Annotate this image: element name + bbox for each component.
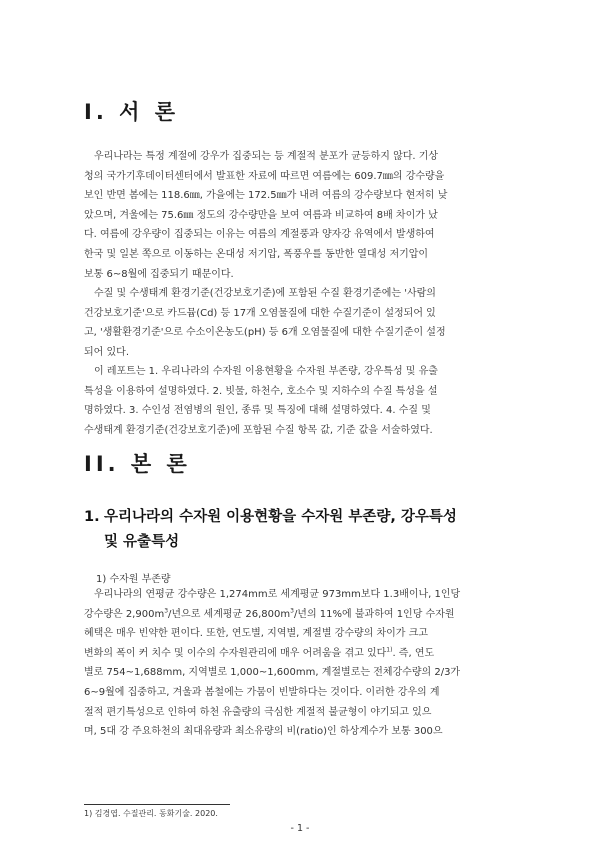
footnote-divider [84,804,230,805]
text-line [84,605,520,625]
text-line: 다. 여름에 강우량이 집중되는 이유는 여름의 계절풍과 양자강 유역에서 발생하여 [84,229,435,241]
text-line: 이 레포트는 1. 우리나라의 수자원 이용현황을 수자원 부존량, 강우특성 및 유출 [94,366,438,377]
text-line: 며, 5대 강 주요하천의 최대유량과 최소유량의 비(ratio)인 하상계수가 보통 300으 [84,726,443,738]
text-line: 한국 및 일본 쪽으로 이동하는 온대성 저기압, 폭풍우를 동반한 열대성 저기압이 [84,248,429,260]
subsection-number: 1. [84,509,100,525]
text-line: 고, '생활환경기준'으로 수소이온농도(pH) 등 6개 오염물질에 대한 수질기준이 설정 [84,327,446,339]
superscript: 3 [290,607,294,615]
subsection-title-line2: 및 유출특성 [104,534,180,550]
text-line: 우리나라는 특정 계절에 강우가 집중되는 등 계절적 분포가 균등하지 않다. 기상 [94,151,439,162]
text-line: 되어 있다. [84,346,129,358]
text-line: 우리나라의 연평균 강수량은 1,274mm로 세계평균 973mm보다 1.3배이나, 1인당 [94,589,461,600]
text-run: /년의 11%에 불과하여 1인당 수자원 [293,608,455,620]
text-run: . 즉, 연도 [392,647,435,659]
text-run: 변화의 폭이 커 치수 및 이수의 수자원관리에 매우 어려움을 겪고 있다 [84,647,387,659]
page-number: - 1 - [290,823,310,834]
subsection-heading-water-resources [84,505,524,555]
subsection-title-line1: 우리나라의 수자원 이용현황을 수자원 부존량, 강우특성 [104,509,457,525]
text-line: 보통 6~8월에 집중되기 때문이다. [84,268,234,280]
text-line: 았으며, 겨울에는 75.6㎜ 정도의 강수량만을 보여 여름과 비교하여 8배 차이가 났 [84,209,438,221]
text-run: /년으로 세계평균 26,800m [168,608,291,620]
text-line: 수생태계 환경기준(건강보호기준)에 포함된 수질 항목 값, 기준 값을 서술하였다. [84,424,433,436]
text-line: 별로 754~1,688mm, 지역별로 1,000~1,600mm, 계절별로는 전체강수량의 2/3가 [84,667,461,679]
superscript: 3 [164,607,169,615]
section-heading-body: II. 본 론 [84,452,191,476]
text-line: 6~9월에 집중하고, 겨울과 봄철에는 가뭄이 빈발하다는 것이다. 이러한 강우의 계 [84,686,440,698]
text-line: 절적 편기특성으로 인하여 하천 유출량의 극심한 계절적 불균형이 야기되고 있으 [84,706,432,718]
footnote: 1) 김경엽. 수질관리. 동화기술. 2020. [84,809,218,818]
subsubsection-heading-water-reserves: 1) 수자원 부존량 [96,574,171,585]
paragraph-rainfall-distribution [84,147,520,284]
text-line: 혜택은 매우 빈약한 편이다. 또한, 연도별, 지역별, 계절별 강수량의 차이가 크고 [84,628,428,640]
section-heading-introduction: I. 서 론 [84,100,179,124]
text-line: 건강보호기준'으로 카드뮴(Cd) 등 17개 오염물질에 대한 수질기준이 설정되어 있 [84,307,436,319]
text-line: 청의 국가기후데이터센터에서 발표한 자료에 따르면 여름에는 609.7㎜의 강수량을 [84,170,445,182]
paragraph-report-outline [84,362,520,440]
text-line: 보인 반면 봄에는 118.6㎜, 가을에는 172.5㎜가 내려 여름의 강수량보다 현저히 낮 [84,190,448,202]
footnote-marker[interactable]: 1) [386,646,393,654]
text-line: 특성을 이용하여 설명하였다. 2. 빗물, 하천수, 호소수 및 지하수의 수질 특성을 설 [84,385,438,397]
text-run: 강수량은 2,900m [84,608,165,620]
text-line: 명하였다. 3. 수인성 전염병의 원인, 종류 및 특징에 대해 설명하였다. 4. 수질 및 [84,405,431,417]
text-line: 수질 및 수생태계 환경기준(건강보호기준)에 포함된 수질 환경기준에는 '사람의 [94,288,436,299]
paragraph-water-reserves [84,585,520,742]
paragraph-water-quality-standards [84,284,520,362]
text-line [84,644,520,664]
